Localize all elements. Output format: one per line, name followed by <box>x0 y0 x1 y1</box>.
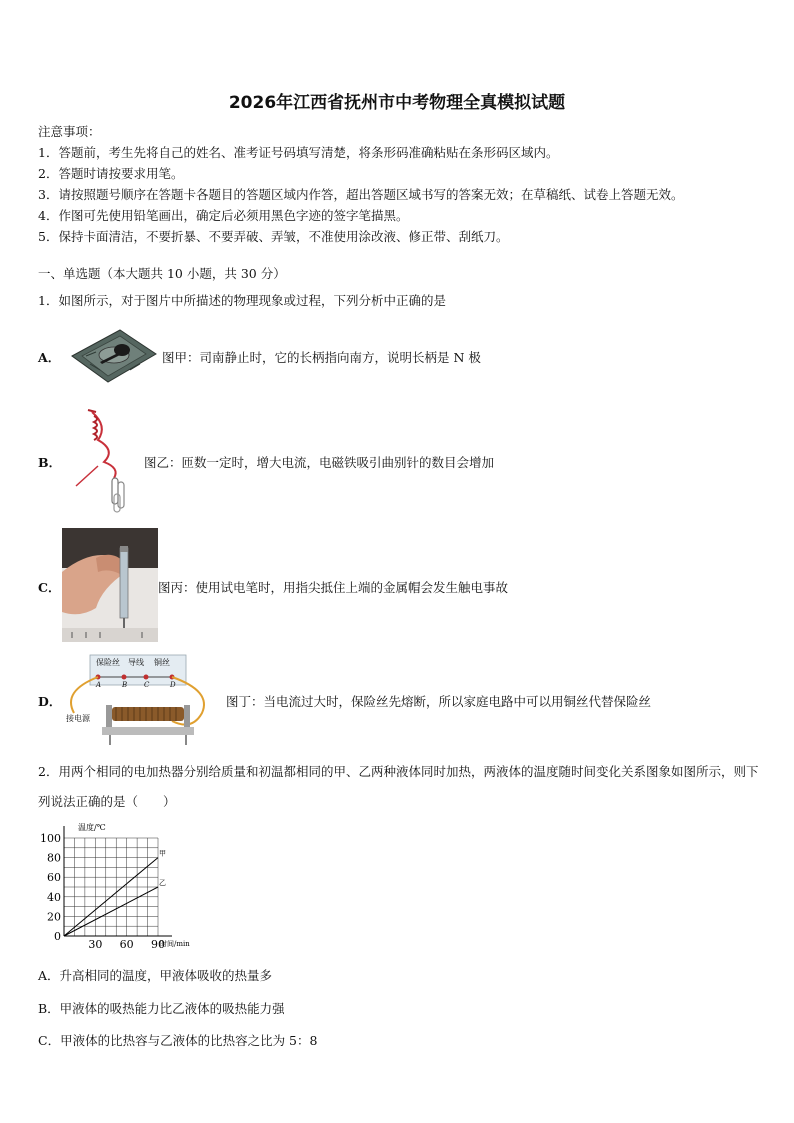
option-letter: B． <box>38 455 62 470</box>
x-tick-label: 30 <box>88 938 103 950</box>
y-tick-label: 40 <box>47 890 61 904</box>
wire-label: 导线 <box>128 658 144 667</box>
option-letter: A． <box>38 350 61 365</box>
y-tick-label: 100 <box>40 832 61 845</box>
note-item: 4．作图可先使用铅笔画出，确定后必须用黑色字迹的签字笔描黑。 <box>38 208 409 223</box>
q1-stem: 1．如图所示，对于图片中所描述的物理现象或过程，下列分析中正确的是 <box>38 293 446 308</box>
q2-option-a: A．升高相同的温度，甲液体吸收的热量多 <box>38 968 273 983</box>
y-tick-label: 0 <box>54 930 61 943</box>
q1-option-c <box>38 528 758 642</box>
y-tick-label: 60 <box>47 871 61 885</box>
test-pen-image <box>62 528 158 645</box>
note-item: 5．保持卡面清洁，不要折暴、不要弄破、弄皱，不准使用涂改液、修正带、刮纸刀。 <box>38 229 509 244</box>
notes-section <box>38 121 768 247</box>
y-axis-label: 温度/℃ <box>78 823 106 832</box>
series-line <box>64 887 158 936</box>
electromagnet-image <box>68 406 138 519</box>
sinan-compass-image <box>60 326 160 389</box>
point-label: D <box>170 681 176 689</box>
temperature-time-chart <box>38 820 208 954</box>
option-letter: C． <box>38 580 61 595</box>
q1-option-d <box>38 651 778 749</box>
option-letter: D． <box>38 694 62 709</box>
note-item: 3．请按照题号顺序在答题卡各题目的答题区域内作答，超出答题区域书写的答案无效；在草稿纸、试卷上答题无效。 <box>38 187 684 202</box>
option-text: 图丙：使用试电笔时，用指尖抵住上端的金属帽会发生触电事故 <box>158 580 509 595</box>
option-text: 图乙：匝数一定时，增大电流，电磁铁吸引曲别针的数目会增加 <box>144 455 495 470</box>
q2-option-c: C．甲液体的比热容与乙液体的比热容之比为 5：8 <box>38 1033 318 1048</box>
series-label: 乙 <box>159 879 166 887</box>
x-tick-label: 90 <box>151 938 165 950</box>
q1-option-b <box>38 406 758 516</box>
x-tick-label: 60 <box>119 938 134 950</box>
point-label: A <box>96 681 102 689</box>
note-item: 2．答题时请按要求用笔。 <box>38 166 184 181</box>
q2-option-b: B．甲液体的吸热能力比乙液体的吸热能力强 <box>38 1001 285 1016</box>
series-label: 甲 <box>159 849 166 858</box>
x-axis-label: 时间/min <box>160 940 190 948</box>
q1-option-a <box>38 326 758 388</box>
fuse-circuit-image <box>62 651 222 749</box>
power-source-label: 接电源 <box>66 714 90 723</box>
option-text: 图丁：当电流过大时，保险丝先熔断，所以家庭电路中可以用铜丝代替保险丝 <box>226 694 652 709</box>
q2-stem: 2．用两个相同的电加热器分别给质量和初温都相同的甲、乙两种液体同时加热，两液体的温度随时间变化关系图象如图所示，则下列说法正确的是（ ） <box>38 764 759 809</box>
y-tick-label: 20 <box>47 910 61 924</box>
note-item: 1．答题前，考生先将自己的姓名、准考证号码填写清楚，将条形码准确粘贴在条形码区域内。 <box>38 145 559 160</box>
fuse-label: 保险丝 <box>96 658 120 667</box>
point-label: B <box>122 681 128 689</box>
section-heading: 一、单选题（本大题共 10 小题，共 30 分） <box>38 266 286 281</box>
copper-label: 铜丝 <box>154 658 170 667</box>
y-tick-label: 80 <box>47 851 61 865</box>
point-label: C <box>144 681 150 689</box>
notes-heading: 注意事项： <box>38 124 101 139</box>
page-title: 2026年江西省抚州市中考物理全真模拟试题 <box>228 93 566 113</box>
option-text: 图甲：司南静止时，它的长柄指向南方，说明长柄是 N 极 <box>162 350 481 365</box>
